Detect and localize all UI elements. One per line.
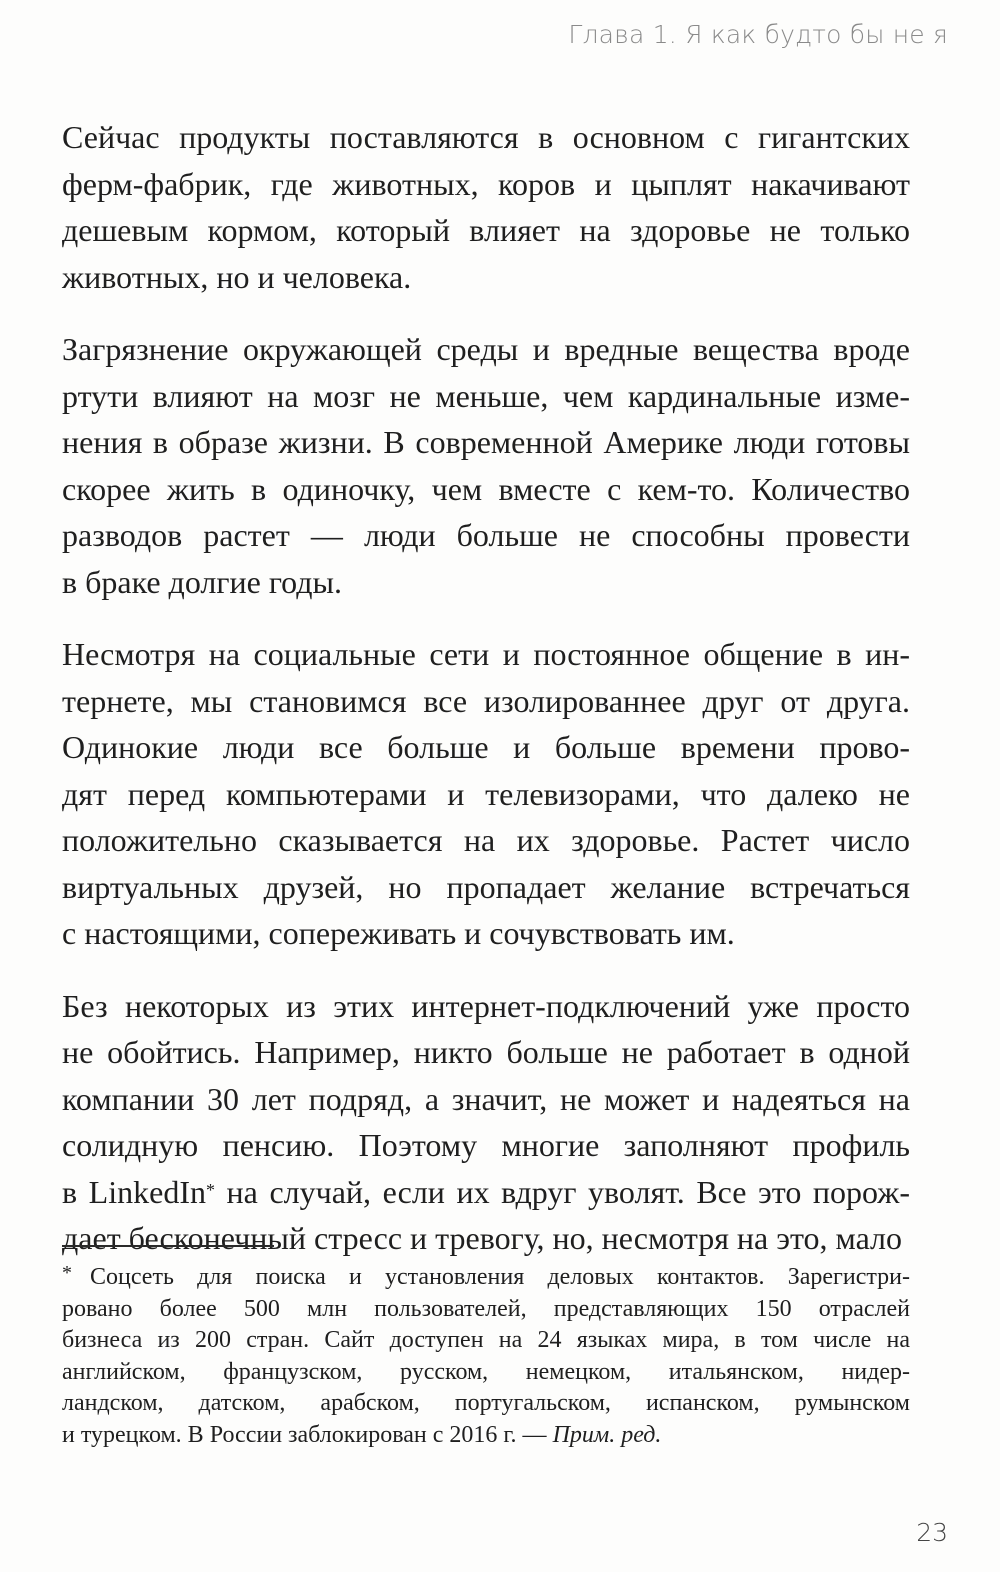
text-after-ref: на случай, если их вдруг уволят. Все это порож- — [214, 1173, 911, 1210]
footnote-line: бизнеса из 200 стран. Сайт доступен на 24 языках мира, в том числе на — [62, 1327, 910, 1353]
text-line: ферм-фабрик, где животных, коров и цыплят накачивают — [62, 165, 910, 202]
footnote — [62, 1262, 910, 1451]
text-line: Загрязнение окружающей среды и вредные вещества вроде — [62, 331, 910, 367]
text-line: Сейчас продукты поставляются в основном с гигантских — [62, 119, 910, 155]
footnote-line: английском, французском, русском, немецком, итальянском, нидер- — [62, 1358, 910, 1385]
text-line: разводов растет — люди больше не способны провести — [62, 517, 910, 553]
running-head: Глава 1. Я как будто бы не я — [568, 20, 948, 49]
text-line: скорее жить в одиночку, чем вместе с кем-то. Количество — [62, 470, 910, 507]
text-line: компании 30 лет подряд, а значит, не может и надеяться на — [62, 1080, 910, 1117]
footnote-last-line — [62, 1420, 910, 1452]
footnote-line: Соцсеть для поиска и установления деловых контактов. Зарегистри- — [90, 1264, 910, 1290]
text-line: животных, но и человека. — [62, 258, 412, 295]
paragraph-2 — [62, 326, 910, 605]
text-line: в браке долгие годы. — [62, 563, 343, 600]
footnote-body — [62, 1262, 910, 1451]
paragraph-1 — [62, 114, 910, 300]
footnote-ref-mark: * — [205, 1179, 215, 1200]
text-line: виртуальных друзей, но пропадает желание встречаться — [62, 868, 910, 905]
text-line: с настоящими, сопереживать и сочувствовать им. — [62, 915, 735, 951]
paragraph-3 — [62, 631, 910, 957]
text-line: положительно сказывается на их здоровье. Растет число — [62, 822, 910, 858]
text-line: ртути влияют на мозг не меньше, чем кардинальные изме- — [62, 377, 910, 414]
text-line: Одинокие люди все больше и больше времени прово- — [62, 729, 910, 765]
text-line: солидную пенсию. Поэтому многие заполняют профиль — [62, 1127, 910, 1163]
linkedin-text: в LinkedIn — [62, 1173, 206, 1210]
footnote-line: ландском, датском, арабском, португальском, испанском, румынском — [62, 1390, 910, 1416]
text-line: дят перед компьютерами и телевизорами, что далеко не — [62, 775, 910, 812]
text-line: дешевым кормом, который влияет на здоровье не только — [62, 212, 910, 248]
text-line: не обойтись. Например, никто больше не работает в одной — [62, 1034, 910, 1070]
text-line-with-footnote-ref — [62, 1169, 910, 1216]
text-line: нения в образе жизни. В современной Америке люди готовы — [62, 424, 910, 460]
footnote-mark: * — [62, 1262, 72, 1284]
editor-note: Прим. ред. — [552, 1421, 662, 1448]
text-line: тернете, мы становимся все изолированнее друг от друга. — [62, 682, 910, 719]
footnote-line: ровано более 500 млн пользователей, представляющих 150 отраслей — [62, 1295, 910, 1322]
text-line: дает бесконечный стресс и тревогу, но, несмотря на это, мало — [62, 1220, 903, 1256]
footnote-line-text: и турецком. В России заблокирован с 2016 г. — — [62, 1421, 553, 1448]
text-line: Без некоторых из этих интернет-подключений уже просто — [62, 987, 910, 1024]
main-text — [62, 114, 910, 1288]
text-line: Несмотря на социальные сети и постоянное общение в ин- — [62, 636, 910, 672]
paragraph-4 — [62, 983, 910, 1262]
footnote-divider — [62, 1245, 274, 1247]
page-number: 23 — [916, 1518, 948, 1547]
